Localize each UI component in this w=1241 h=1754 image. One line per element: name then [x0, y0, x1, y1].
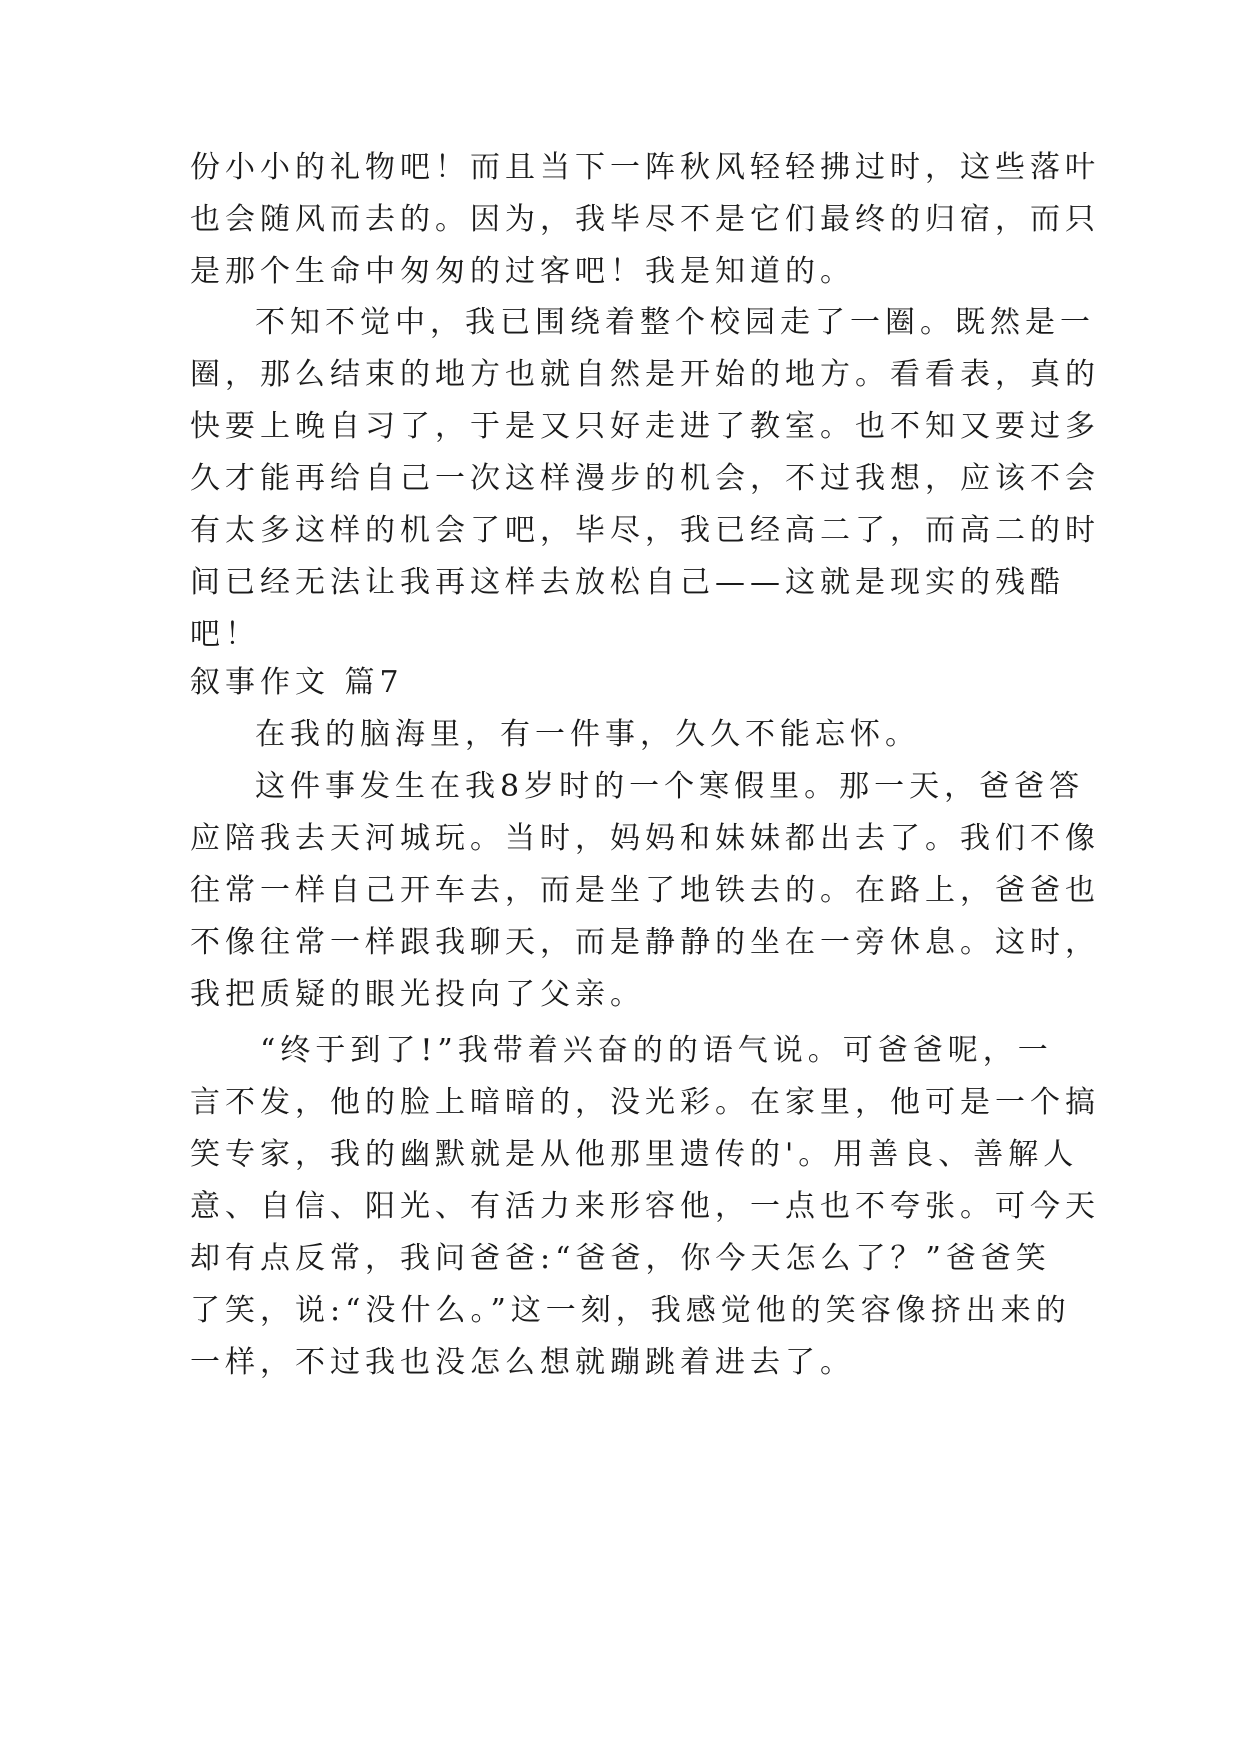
text-line: 久才能再给自己一次这样漫步的机会，不过我想，应该不会: [190, 461, 1100, 496]
section-heading: 叙事作文 篇7: [190, 665, 404, 700]
text-line: 不像往常一样跟我聊天，而是静静的坐在一旁休息。这时，: [190, 925, 1100, 960]
paragraph-first-line: “终于到了!”我带着兴奋的的语气说。可爸爸呢，一: [260, 1033, 1053, 1068]
text-line: 言不发，他的脸上暗暗的，没光彩。在家里，他可是一个搞: [190, 1085, 1100, 1120]
text-line: 份小小的礼物吧！而且当下一阵秋风轻轻拂过时，这些落叶: [190, 150, 1100, 185]
text-line: 一样，不过我也没怎么想就蹦跳着进去了。: [190, 1345, 855, 1380]
paragraph-first-line: 这件事发生在我8岁时的一个寒假里。那一天，爸爸答: [255, 769, 1085, 804]
text-line: 却有点反常，我问爸爸:“爸爸，你今天怎么了？”爸爸笑: [190, 1241, 1051, 1276]
text-line: 意、自信、阳光、有活力来形容他，一点也不夸张。可今天: [190, 1189, 1100, 1224]
paragraph-first-line: 不知不觉中，我已围绕着整个校园走了一圈。既然是一: [255, 305, 1095, 340]
text-line: 有太多这样的机会了吧，毕尽，我已经高二了，而高二的时: [190, 513, 1100, 548]
text-line: 是那个生命中匆匆的过客吧！我是知道的。: [190, 254, 855, 289]
text-line: 往常一样自己开车去，而是坐了地铁去的。在路上，爸爸也: [190, 873, 1100, 908]
paragraph-first-line: 在我的脑海里，有一件事，久久不能忘怀。: [255, 717, 920, 752]
text-line: 了笑，说:“没什么。”这一刻，我感觉他的笑容像挤出来的: [190, 1293, 1071, 1328]
text-line: 间已经无法让我再这样去放松自己——这就是现实的残酷: [190, 565, 1065, 600]
text-line: 圈，那么结束的地方也就自然是开始的地方。看看表，真的: [190, 357, 1100, 392]
text-line: 笑专家，我的幽默就是从他那里遗传的'。用善良、善解人: [190, 1137, 1079, 1172]
text-line: 我把质疑的眼光投向了父亲。: [190, 977, 645, 1012]
text-line: 应陪我去天河城玩。当时，妈妈和妹妹都出去了。我们不像: [190, 821, 1100, 856]
text-line: 快要上晚自习了，于是又只好走进了教室。也不知又要过多: [190, 409, 1100, 444]
text-line: 也会随风而去的。因为，我毕尽不是它们最终的归宿，而只: [190, 202, 1100, 237]
text-line: 吧！: [190, 617, 260, 652]
